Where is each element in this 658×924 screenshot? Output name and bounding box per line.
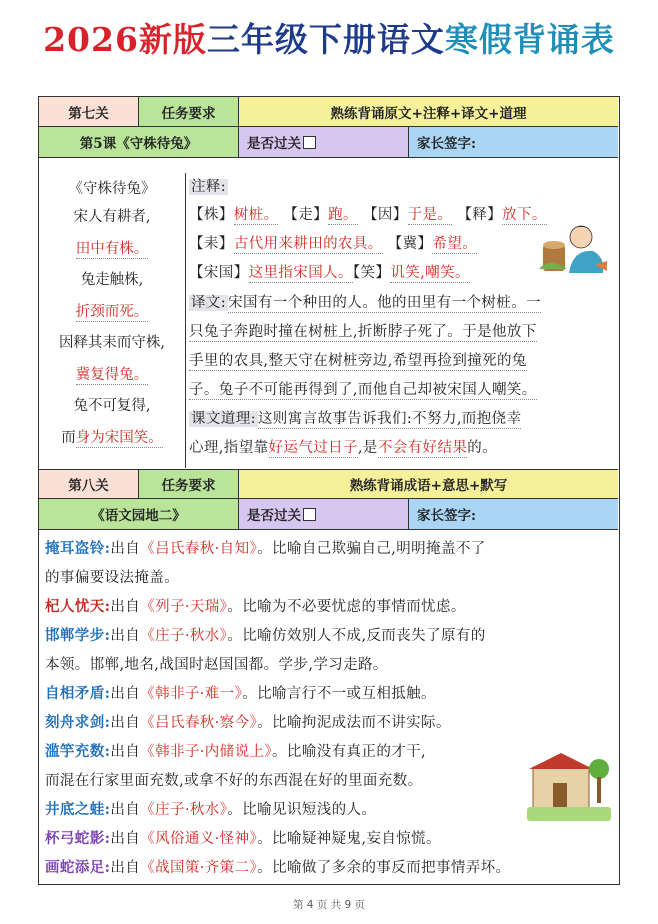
note-line-text: 【释】 xyxy=(452,207,503,223)
pass-checkbox[interactable] xyxy=(303,136,316,149)
poem-line xyxy=(39,365,185,385)
moral-text: ,是 xyxy=(357,440,378,456)
idiom-row xyxy=(45,713,451,733)
idiom-name: 刻舟求剑: xyxy=(45,714,111,731)
moral-text: 心理,指望靠 xyxy=(189,440,269,456)
translation-text: 手里的农具,整天守在树桩旁边,希望再捡到撞死的兔 xyxy=(189,353,527,369)
moral-text: 好运气过日子 xyxy=(268,440,358,456)
parent-sign-label-2: 家长签字: xyxy=(417,508,476,524)
idiom-name: 邯郸学步: xyxy=(45,627,111,644)
poem-line-text: 而 xyxy=(61,429,76,446)
poem-line xyxy=(39,302,185,322)
note-line-text: 希望。 xyxy=(432,236,478,252)
note-line-text: 跑。 xyxy=(328,207,358,223)
idiom-source: 《韩非子·内储说上》 xyxy=(140,744,273,760)
idiom-from: 出自 xyxy=(110,541,141,557)
title-year: 2026 xyxy=(43,20,139,59)
idiom-source: 《韩非子·难一》 xyxy=(140,686,243,702)
house-roof xyxy=(529,753,593,769)
idiom-name: 杞人忧天: xyxy=(45,598,111,615)
notes-label-text: 注释: xyxy=(191,179,227,195)
section7-lesson-row xyxy=(39,127,618,158)
pass-checkbox-2[interactable] xyxy=(303,508,316,521)
child-head xyxy=(570,226,592,248)
idiom-meaning: 。比喻做了多余的事反而把事情弄坏。 xyxy=(257,860,511,876)
pass-check-label-2: 是否过关 xyxy=(247,508,301,524)
idiom-meaning: 。比喻为不必要忧虑的事情而忧虑。 xyxy=(227,599,466,615)
idiom-row xyxy=(45,858,510,878)
title-new: 新版 xyxy=(138,20,207,59)
child-body xyxy=(569,251,603,273)
poem-line-text: 田中有株。 xyxy=(75,240,149,257)
note-line-text: 古代用来耕田的农具。 xyxy=(233,236,383,252)
parent-sign-cell-2[interactable] xyxy=(409,499,618,529)
poem-line xyxy=(39,333,185,353)
poem-line-text: 冀复得兔。 xyxy=(75,366,149,383)
idiom-name: 滥竽充数: xyxy=(45,743,111,760)
note-line-text: 讥笑,嘲笑。 xyxy=(390,265,470,281)
translation-label: 译文: xyxy=(191,295,227,311)
page-footer: 第 4 页 共 9 页 xyxy=(292,899,366,911)
translation-text: 只兔子奔跑时撞在树桩上,折断脖子死了。于是他放下 xyxy=(189,324,537,340)
poem-line-text: 兔不可复得, xyxy=(73,398,151,414)
note-line-text: 于是。 xyxy=(407,207,453,223)
title-topic: 寒假背诵表 xyxy=(444,20,615,59)
section7-header-row xyxy=(39,97,618,127)
idiom-name: 画蛇添足: xyxy=(45,859,111,876)
ground-strip xyxy=(527,807,611,821)
moral-text: 的。 xyxy=(467,440,498,456)
tree-trunk xyxy=(597,777,601,803)
poem-line-text: 宋人有耕者, xyxy=(73,209,151,225)
poem-title: 《守株待兔》 xyxy=(68,181,156,197)
moral-label: 课文道理: xyxy=(191,411,256,427)
idiom-row xyxy=(45,626,486,646)
section8-lesson-row xyxy=(39,499,618,530)
pass-check-label: 是否过关 xyxy=(247,136,301,152)
moral-text: 不会有好结果 xyxy=(377,440,468,456)
idiom-source: 《庄子·秋水》 xyxy=(140,628,228,644)
note-line-text: 树桩。 xyxy=(233,207,279,223)
poem-line-text: 折颈而死。 xyxy=(75,303,149,320)
well-illustration xyxy=(527,747,611,823)
note-line-text: 【耒】 xyxy=(189,236,234,252)
stump-top xyxy=(543,241,565,249)
pass-label: 第七关 xyxy=(39,97,139,126)
translation-text: 子。兔子不可能再得到了,而他自己却被宋国人嘲笑。 xyxy=(189,382,537,398)
farmer-illustration xyxy=(537,217,609,279)
poem-line-text: 身为宋国笑。 xyxy=(75,429,163,446)
poem-line xyxy=(39,428,185,448)
pass-check-cell xyxy=(239,127,409,157)
moral-line xyxy=(189,438,497,458)
note-line-text: 【冀】 xyxy=(382,236,433,252)
poem-line xyxy=(39,396,185,416)
task-label: 任务要求 xyxy=(139,97,239,126)
parent-sign-cell[interactable] xyxy=(409,127,618,157)
poem-line xyxy=(39,270,185,290)
idiom-source: 《吕氏春秋·自知》 xyxy=(140,541,258,557)
idiom-from: 出自 xyxy=(110,802,141,818)
notes-label xyxy=(189,177,228,197)
idiom-row xyxy=(45,539,486,559)
page-title xyxy=(0,14,658,74)
note-line-text: 【走】 xyxy=(278,207,329,223)
requirement-text-2: 熟练背诵成语+意思+默写 xyxy=(239,470,618,498)
pass-check-cell-2 xyxy=(239,499,409,529)
recitation-table xyxy=(38,96,620,885)
note-line xyxy=(189,234,477,254)
idiom-row xyxy=(45,829,441,849)
poem-line xyxy=(39,239,185,259)
translation-text: 宋国有一个种田的人。他的田里有一个树桩。一 xyxy=(228,295,541,311)
note-line-text: 【笑】 xyxy=(352,265,391,281)
body-divider xyxy=(185,173,186,468)
idiom-meaning: 。比喻见识短浅的人。 xyxy=(227,802,377,818)
translation-line xyxy=(189,351,527,371)
idiom-row xyxy=(45,800,376,820)
poem-line xyxy=(39,207,185,227)
idiom-name: 掩耳盗铃: xyxy=(45,540,111,557)
note-line-text: 【因】 xyxy=(357,207,408,223)
idiom-from: 出自 xyxy=(110,599,141,615)
translation-line xyxy=(189,322,537,342)
idiom-source: 《战国策·齐策二》 xyxy=(140,860,258,876)
poem-line-text: 兔走触株, xyxy=(80,272,144,288)
idiom-row-cont: 的事偏要设法掩盖。 xyxy=(45,570,180,586)
lesson-title: 第5课《守株待兔》 xyxy=(39,127,239,157)
parent-sign-label: 家长签字: xyxy=(417,136,476,152)
idiom-source: 《庄子·秋水》 xyxy=(140,802,228,818)
idiom-meaning: 。比喻言行不一或互相抵触。 xyxy=(242,686,436,702)
requirement-text: 熟练背诵原文+注释+译文+道理 xyxy=(239,97,618,126)
idiom-name: 杯弓蛇影: xyxy=(45,830,111,847)
moral-line xyxy=(189,409,521,429)
note-line-text: 【宋国】 xyxy=(189,265,249,281)
translation-line xyxy=(189,293,541,313)
idiom-meaning: 。比喻疑神疑鬼,妄自惊慌。 xyxy=(257,831,441,847)
idiom-row xyxy=(45,742,426,762)
lesson-title-2: 《语文园地二》 xyxy=(39,499,239,529)
idiom-row xyxy=(45,597,466,617)
idiom-meaning: 。比喻没有真正的才干, xyxy=(272,744,427,760)
pass-label-2: 第八关 xyxy=(39,470,139,498)
idiom-meaning: 。比喻拘泥成法而不讲实际。 xyxy=(257,715,451,731)
idiom-name: 井底之蛙: xyxy=(45,801,111,818)
note-line-text: 放下。 xyxy=(502,207,547,223)
idiom-from: 出自 xyxy=(110,686,141,702)
idiom-from: 出自 xyxy=(110,860,141,876)
idiom-row xyxy=(45,684,436,704)
idiom-row-cont: 本领。邯郸,地名,战国时赵国国都。学步,学习走路。 xyxy=(45,657,388,673)
house-door xyxy=(553,783,567,809)
task-label-2: 任务要求 xyxy=(139,470,239,498)
idiom-from: 出自 xyxy=(110,628,141,644)
note-line xyxy=(189,205,547,225)
idiom-from: 出自 xyxy=(110,831,141,847)
idiom-row-cont: 而混在行家里面充数,或拿不好的东西混在好的里面充数。 xyxy=(45,773,423,789)
moral-text: 这则寓言故事告诉我们:不努力,而抱侥幸 xyxy=(257,411,522,427)
tree-crown xyxy=(589,759,609,779)
idiom-from: 出自 xyxy=(110,744,141,760)
idiom-from: 出自 xyxy=(110,715,141,731)
section8-header-row xyxy=(39,469,618,499)
poem-line-text: 因释其耒而守株, xyxy=(58,335,166,351)
idiom-meaning: 。比喻自己欺骗自己,明明掩盖不了 xyxy=(257,541,486,557)
note-line xyxy=(189,263,470,283)
note-line-text: 这里指宋国人。 xyxy=(248,265,353,281)
idiom-source: 《列子·天瑞》 xyxy=(140,599,228,615)
idiom-source: 《吕氏春秋·察今》 xyxy=(140,715,258,731)
idiom-meaning: 。比喻仿效别人不成,反而丧失了原有的 xyxy=(227,628,486,644)
translation-line xyxy=(189,380,537,400)
idiom-name: 自相矛盾: xyxy=(45,685,111,702)
title-grade: 三年级下册语文 xyxy=(206,20,445,59)
idiom-source: 《风俗通义·怪神》 xyxy=(140,831,258,847)
note-line-text: 【株】 xyxy=(189,207,234,223)
